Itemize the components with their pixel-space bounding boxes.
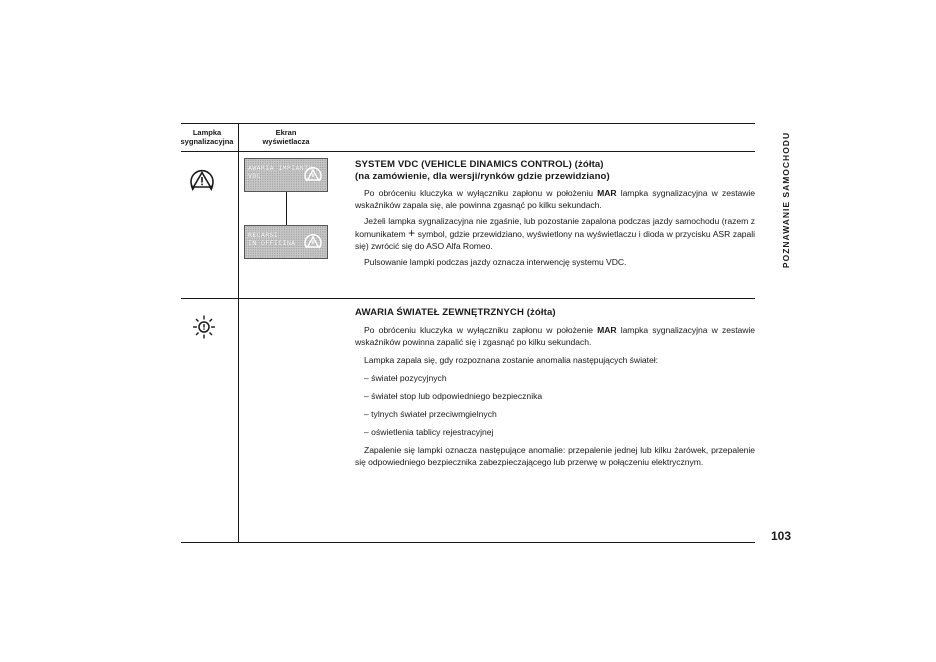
column-divider — [238, 123, 239, 543]
display-line: IN OFFICINA — [248, 239, 296, 247]
section-title: SYSTEM VDC (VEHICLE DINAMICS CONTROL) (żółta) — [355, 159, 604, 170]
page-number: 103 — [771, 529, 792, 543]
list-item: – świateł pozycyjnych — [364, 373, 447, 383]
section-title: AWARIA ŚWIATEŁ ZEWNĘTRZNYCH (żółta) — [355, 307, 556, 318]
vdc-symbol-icon — [303, 233, 323, 253]
display-line: RECARSI — [248, 231, 279, 239]
display-line: AWARIA IMPIANTU — [248, 164, 313, 172]
paragraph: Zapalenie się lampki oznacza następujące anomalie: przepalenie jednej lub kilku żarówek, przepalenie się odpowiedniego bezpiecznika zabezpieczającego lub przerwę w połączeniu elektrycznym. — [355, 445, 755, 467]
paragraph: Lampka zapala się, gdy rozpoznana zostanie anomalia następujących świateł: — [364, 355, 658, 365]
bold-text: MAR — [597, 325, 617, 335]
chapter-side-label: POZNAWANIE SAMOCHODU — [781, 131, 791, 269]
paragraph: Pulsowanie lampki podczas jazdy oznacza interwencję systemu VDC. — [364, 257, 627, 267]
exterior-lights-failure-icon — [191, 314, 217, 340]
text: Po obróceniu kluczyka w wyłączniku zapłonu w położeniu — [364, 188, 598, 198]
header-lamp-column — [176, 128, 238, 146]
display-text — [248, 231, 295, 247]
vdc-warning-triangle-icon — [187, 166, 217, 196]
list-item: – świateł stop lub odpowiedniego bezpiecznika — [364, 391, 543, 401]
text: lampka sygnalizacyjna w zestawie wskaźników zapala się, ale powinna zgasnąć po kilku sekundach. — [355, 188, 756, 210]
list-item: – tylnych świateł przeciwmgielnych — [364, 409, 497, 419]
vdc-symbol-icon — [303, 166, 323, 186]
section-divider — [181, 298, 755, 299]
header-display-line1: Ekran — [275, 128, 297, 137]
display-connector — [286, 192, 287, 225]
display-panel-vdc-failure — [244, 158, 328, 192]
section-subtitle: (na zamówienie, dla wersji/rynków gdzie przewidziano) — [355, 171, 610, 182]
section-exterior-lights-text — [355, 307, 755, 468]
paragraph — [355, 215, 755, 252]
text: lampka sygnalizacyjna w zestawie wskaźników powinna zapalić się i zgasnąć po kilku sekundach. — [355, 325, 756, 347]
top-rule — [181, 123, 755, 124]
list-item: – oświetlenia tablicy rejestracyjnej — [364, 427, 494, 437]
bold-text: MAR — [597, 188, 617, 198]
header-display-line2: wyświetlacza — [262, 137, 310, 146]
paragraph — [355, 324, 755, 348]
text: Po obróceniu kluczyka w wyłączniku zapłonu w położenie — [364, 325, 598, 335]
text: symbol, gdzie przewidziano, wyświetlony na wyświetlaczu i dioda w przycisku ASR zapali się) zwrócić się do ASO Alfa Romeo. — [355, 229, 755, 251]
header-rule — [181, 151, 755, 152]
header-lamp-line2: sygnalizacyjna — [180, 137, 234, 146]
paragraph — [355, 187, 755, 211]
display-panel-service — [244, 225, 328, 259]
header-lamp-line1: Lampka — [192, 128, 222, 137]
plus-symbol: + — [408, 226, 416, 240]
display-line: VDC — [248, 172, 261, 180]
text: Jeżeli lampka sygnalizacyjna nie zgaśnie, lub pozostanie zapalona podczas jazdy samochodu (razem z komunikatem — [355, 216, 755, 239]
header-display-column — [246, 128, 326, 146]
section-vdc-text — [355, 159, 755, 268]
bottom-rule — [181, 542, 755, 543]
